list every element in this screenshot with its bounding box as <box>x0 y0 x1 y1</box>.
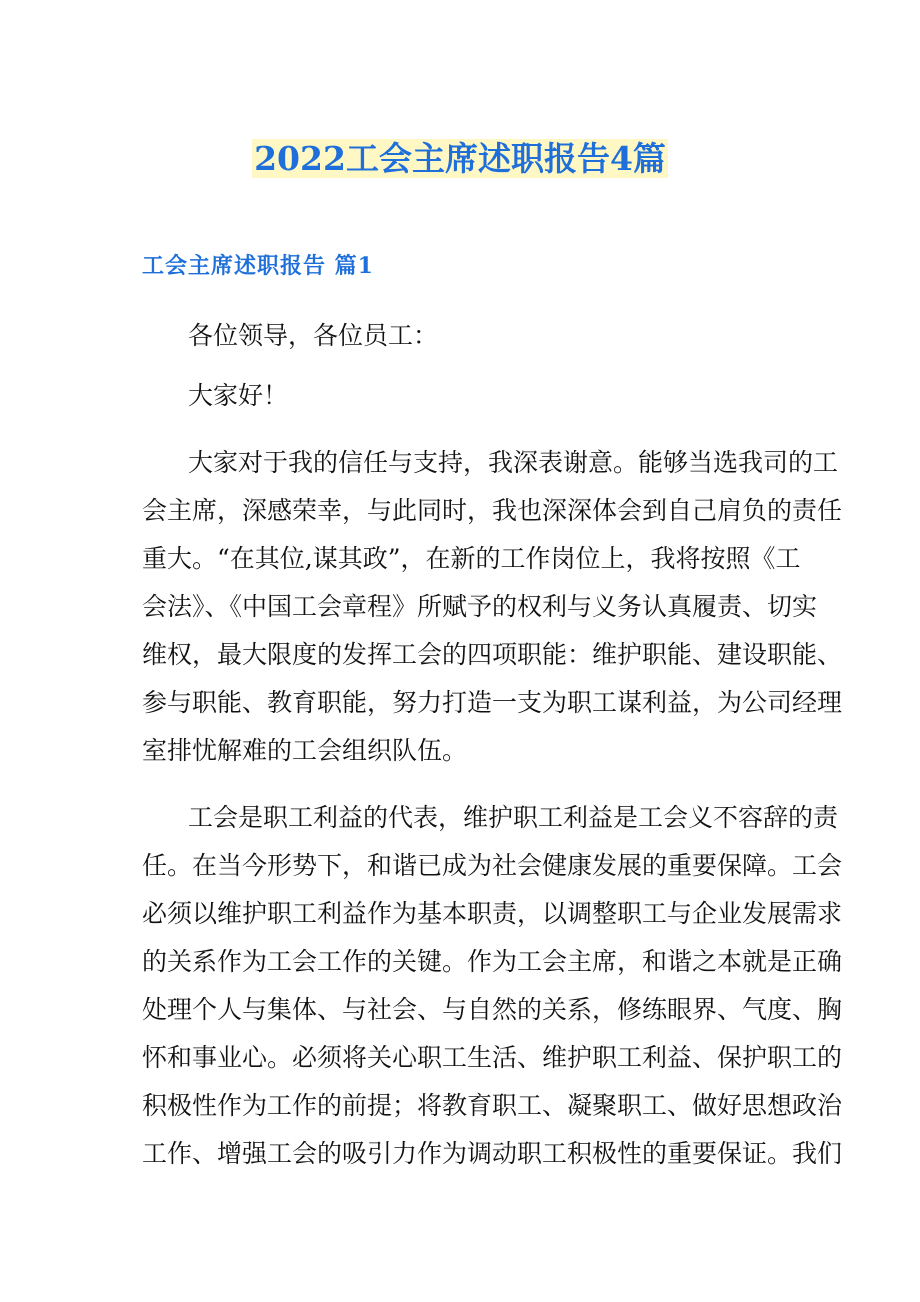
paragraph-1-line-1: 大家对于我的信任与支持，我深表谢意。能够当选我司的工 <box>188 448 839 477</box>
greeting-line: 各位领导，各位员工： <box>188 321 439 350</box>
paragraph-2-line-4: 的关系作为工会工作的关键。作为工会主席，和谐之本就是正确 <box>142 947 843 976</box>
paragraph-1-line-4: 会法》、《中国工会章程》所赋予的权利与义务认真履责、切实 <box>142 592 818 621</box>
paragraph-2-line-8: 工作、增强工会的吸引力作为调动职工积极性的重要保证。我们 <box>142 1139 843 1168</box>
paragraph-1-line-6: 参与职能、教育职能，努力打造一支为职工谋利益，为公司经理 <box>142 688 843 717</box>
paragraph-1-line-2: 会主席，深感荣幸，与此同时，我也深深体会到自己肩负的责任 <box>142 496 843 525</box>
paragraph-2-line-5: 处理个人与集体、与社会、与自然的关系，修练眼界、气度、胸 <box>142 995 843 1024</box>
paragraph-2-line-1: 工会是职工利益的代表，维护职工利益是工会义不容辞的责 <box>188 803 839 832</box>
paragraph-1-line-7: 室排忧解难的工会组织队伍。 <box>142 736 468 765</box>
paragraph-2-line-7: 积极性作为工作的前提；将教育职工、凝聚职工、做好思想政治 <box>142 1091 843 1120</box>
paragraph-2-line-3: 必须以维护职工利益作为基本职责，以调整职工与企业发展需求 <box>142 899 843 928</box>
paragraph-1-line-5: 维权，最大限度的发挥工会的四项职能：维护职能、建设职能、 <box>142 640 843 669</box>
paragraph-2-line-2: 任。在当今形势下，和谐已成为社会健康发展的重要保障。工会 <box>142 851 843 880</box>
document-title-text: 2022工会主席述职报告4篇 <box>254 139 666 178</box>
paragraph-2-line-6: 怀和事业心。必须将关心职工生活、维护职工利益、保护职工的 <box>142 1043 843 1072</box>
paragraph-1-line-3: 重大。“在其位,谋其政”，在新的工作岗位上，我将按照《工 <box>142 544 801 573</box>
section-heading: 工会主席述职报告 篇1 <box>142 253 374 279</box>
salutation-line: 大家好！ <box>188 381 289 410</box>
document-title <box>0 133 920 185</box>
